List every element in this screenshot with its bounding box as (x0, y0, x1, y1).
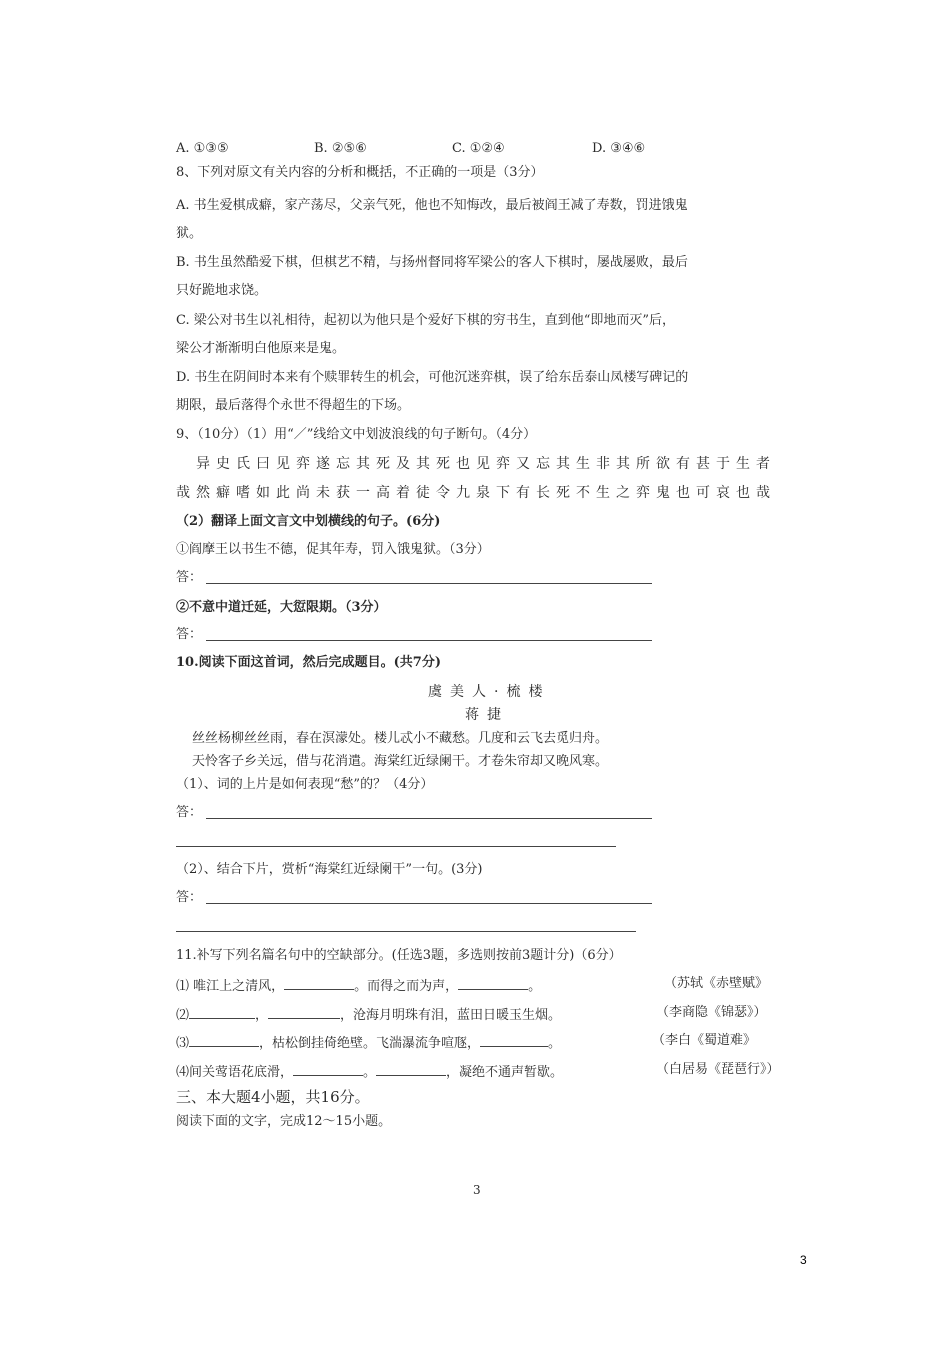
q10-answer-line-1b[interactable] (176, 846, 616, 847)
q8-option-b-line2: 只好跪地求饶。 (176, 283, 268, 298)
q11-item-4 (176, 1063, 563, 1079)
poem-line-1: 丝丝杨柳丝丝雨，春在溟濛处。楼儿忒小不藏愁。几度和云飞去觅归舟。 (192, 731, 609, 746)
q7-option-b: B. ②⑤⑥ (314, 141, 367, 156)
q9-answer-line-1[interactable] (206, 583, 652, 584)
q11-item-3-end: 。 (548, 1036, 562, 1051)
q11-item-1-prefix: ⑴ 唯江上之清风， (176, 979, 285, 994)
q9-sentence-1: ①阎摩王以书生不德，促其年寿，罚入饿鬼狱。（3分） (176, 542, 490, 557)
q9-subquestion-2: （2）翻译上面文言文中划横线的句子。(6分) (176, 514, 441, 529)
poem-title: 虞美人·梳楼 (428, 684, 551, 700)
q9-classical-text-line2: 哉然癖嗜如此尚未获一高着徒令九泉下有长死不生之弈鬼也可哀也哉 (176, 485, 776, 501)
q9-stem: 9、（10分）（1）用“／”线给文中划波浪线的句子断句。（4分） (176, 427, 537, 442)
q11-item-3-middle: ，枯松倒挂倚绝壁。飞湍瀑流争喧豗， (259, 1036, 481, 1051)
page-number-corner: 3 (800, 1253, 807, 1267)
q8-option-a-line2: 狱。 (176, 226, 203, 241)
q11-item-2 (176, 1006, 561, 1022)
section-3-heading: 三、本大题4小题，共16分。 (176, 1088, 370, 1106)
q7-option-d: D. ③④⑥ (592, 141, 646, 156)
q7-option-c: C. ①②④ (452, 141, 505, 156)
q11-item-4-source: （白居易《琵琶行》） (656, 1062, 780, 1077)
q9-answer-label-2: 答： (176, 627, 203, 642)
q7-option-a: A. ①③⑤ (176, 141, 229, 156)
q9-sentence-2: ②不意中道迁延，大愆限期。（3分） (176, 600, 387, 615)
q9-answer-line-2[interactable] (206, 640, 652, 641)
q8-option-c-line1: C. 梁公对书生以礼相待，起初以为他只是个爱好下棋的穷书生，直到他“即地而灭”后， (176, 313, 676, 328)
q11-item-1-blank-2[interactable] (458, 977, 528, 990)
q11-item-3-blank-2[interactable] (480, 1034, 548, 1047)
q8-option-b-line1: B. 书生虽然酷爱下棋，但棋艺不精，与扬州督同将军梁公的客人下棋时，屡战屡败，最后 (176, 255, 688, 270)
q9-classical-text-line1: 异史氏曰见弈遂忘其死及其死也见弈又忘其生非其所欲有甚于生者 (196, 456, 776, 472)
q11-item-2-prefix: ⑵ (176, 1008, 190, 1023)
q11-item-3-prefix: ⑶ (176, 1036, 190, 1051)
q11-item-3-source: （李白《蜀道难》 (652, 1033, 757, 1048)
q11-item-2-blank-2[interactable] (268, 1006, 340, 1019)
q8-option-a-line1: A. 书生爱棋成癖，家产荡尽，父亲气死，他也不知悔改，最后被阎王减了寿数，罚进饿鬼 (176, 198, 688, 213)
poem-author: 蒋捷 (465, 707, 509, 723)
q8-stem: 8、下列对原文有关内容的分析和概括，不正确的一项是（3分） (176, 165, 544, 180)
q11-item-4-blank-1[interactable] (293, 1063, 363, 1076)
q11-item-3-blank-1[interactable] (189, 1034, 259, 1047)
q10-stem: 10.阅读下面这首词，然后完成题目。(共7分) (176, 655, 441, 670)
poem-line-2: 天怜客子乡关远，借与花消遣。海棠红近绿阑干。才卷朱帘却又晚风寒。 (192, 754, 609, 769)
q10-subquestion-2: （2）、结合下片，赏析“海棠红近绿阑干”一句。(3分) (176, 862, 483, 877)
q11-item-2-blank-1[interactable] (189, 1006, 255, 1019)
q11-item-4-prefix: ⑷间关莺语花底滑， (176, 1065, 294, 1080)
q11-item-2-middle: ， (255, 1008, 269, 1023)
q10-answer-label-2: 答： (176, 890, 203, 905)
q8-option-c-line2: 梁公才渐渐明白他原来是鬼。 (176, 341, 346, 356)
q11-item-3 (176, 1034, 561, 1050)
q11-item-4-middle: 。 (363, 1065, 377, 1080)
section-3-intro: 阅读下面的文字，完成12～15小题。 (176, 1114, 392, 1129)
q11-item-2-source: （李商隐《锦瑟》） (656, 1005, 767, 1020)
q10-subquestion-1: （1）、词的上片是如何表现“愁”的？（4分） (176, 777, 434, 792)
page-number-center: 3 (473, 1183, 481, 1197)
q8-option-d-line1: D. 书生在阴间时本来有个赎罪转生的机会，可他沉迷弈棋，误了给东岳泰山凤楼写碑记的 (176, 370, 689, 385)
q11-stem: 11.补写下列名篇名句中的空缺部分。(任选3题，多选则按前3题计分)（6分） (176, 948, 622, 963)
q11-item-1-source: （苏轼《赤壁赋》 (664, 976, 769, 991)
q10-answer-line-2a[interactable] (206, 903, 652, 904)
q11-item-1-end: 。 (528, 979, 542, 994)
q11-item-4-end: ，凝绝不通声暂歇。 (446, 1065, 564, 1080)
q10-answer-label-1: 答： (176, 805, 203, 820)
q11-item-1-blank-1[interactable] (284, 977, 354, 990)
q11-item-4-blank-2[interactable] (376, 1063, 446, 1076)
q10-answer-line-1a[interactable] (206, 818, 652, 819)
q9-answer-label-1: 答： (176, 570, 203, 585)
q10-answer-line-2b[interactable] (176, 931, 636, 932)
q11-item-2-end: ，沧海月明珠有泪，蓝田日暖玉生烟。 (340, 1008, 562, 1023)
q11-item-1-middle: 。而得之而为声， (354, 979, 459, 994)
q11-item-1 (176, 977, 541, 993)
q8-option-d-line2: 期限，最后落得个永世不得超生的下场。 (176, 398, 411, 413)
